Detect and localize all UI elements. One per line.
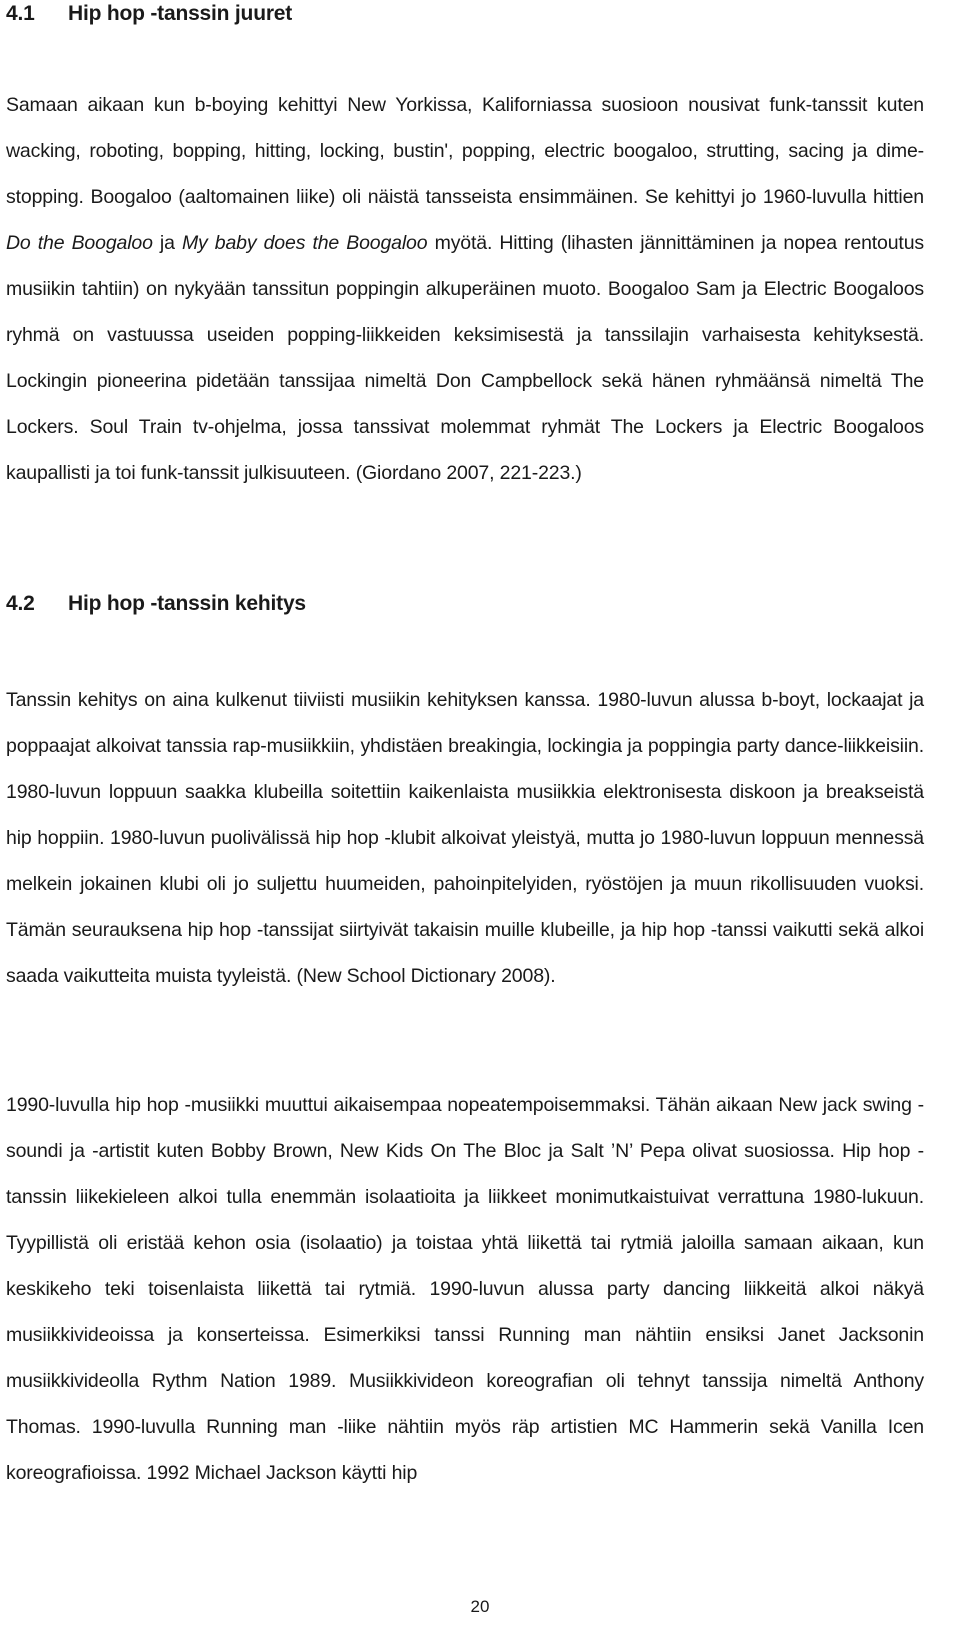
song-title-italic: My baby does the Boogaloo (181, 232, 428, 254)
section-number: 4.2 (6, 592, 35, 615)
paragraph-text: myötä. Hitting (lihasten jännittäminen ja nopea rentoutus musiikin tahtiin) on nykyään tanssitun poppingin alkuperäinen muoto. Boogaloo Sam ja Electric Boogaloos ryhmä on vastuussa useiden popping-liikkeiden keksimisestä ja tanssilajin varhaisesta kehityksestä. Lockingin pioneerina pidetään tanssijaa nimeltä Don Campbellock sekä hänen ryhmäänsä nimeltä The Lockers. Soul Train tv-ohjelma, jossa tanssivat molemmat ryhmät The Lockers ja Electric Boogaloos kaupallisti ja toi funk-tanssit julkisuuteen. (Giordano 2007, 221-223.) (6, 232, 924, 484)
section-title: Hip hop -tanssin juuret (68, 2, 293, 25)
section-heading-4-1 (6, 2, 292, 26)
section-title: Hip hop -tanssin kehitys (68, 592, 306, 615)
section-heading-4-2 (6, 592, 306, 616)
paragraph-text: ja (152, 232, 182, 254)
paragraph-1990s: 1990-luvulla hip hop -musiikki muuttui aikaisempaa nopeatempoisemmaksi. Tähän aikaan New jack swing -soundi ja -artistit kuten Bobby Brown, New Kids On The Bloc ja Salt ’N’ Pepa olivat suosiossa. Hip hop -tanssin liikekieleen alkoi tulla enemmän isolaatioita ja liikkeet monimutkaistuivat verrattuna 1980-lukuun. Tyypillistä oli eristää kehon osia (isolaatio) ja toistaa yhtä liikettä tai rytmiä jaloilla samaan aikaan, kun keskikeho teki toisenlaista liikettä tai rytmiä. 1990-luvun alussa party dancing liikkeitä alkoi näkyä musiikkivideoissa ja konserteissa. Esimerkiksi tanssi Running man nähtiin ensiksi Janet Jacksonin musiikkivideolla Rythm Nation 1989. Musiikkivideon koreografian oli tehnyt tanssija nimeltä Anthony Thomas. 1990-luvulla Running man -liike nähtiin myös räp artistien MC Hammerin sekä Vanilla Icen koreografioissa. 1992 Michael Jackson käytti hip (6, 1094, 924, 1484)
section-number: 4.1 (6, 2, 35, 25)
page-number: 20 (470, 1597, 490, 1616)
paragraph-development: Tanssin kehitys on aina kulkenut tiiviisti musiikin kehityksen kanssa. 1980-luvun alussa b-boyt, lockaajat ja poppaajat alkoivat tanssia rap-musiikkiin, yhdistäen breakingia, lockingia ja poppingia party dance-liikkeisiin. 1980-luvun loppuun saakka klubeilla soitettiin kaikenlaista musiikkia elektronisesta diskoon ja breakseistä hip hoppiin. 1980-luvun puolivälissä hip hop -klubit alkoivat yleistyä, mutta jo 1980-luvun loppuun mennessä melkein jokainen klubi oli jo suljettu huumeiden, pahoinpitelyiden, ryöstöjen ja muun rikollisuuden vuoksi. Tämän seurauksena hip hop -tanssijat siirtyivät takaisin muille klubeille, ja hip hop -tanssi vaikutti sekä alkoi saada vaikutteita muista tyyleistä. (New School Dictionary 2008). (6, 689, 924, 987)
paragraph-funk-dances (6, 82, 924, 496)
paragraph-text: Samaan aikaan kun b-boying kehittyi New Yorkissa, Kaliforniassa suosioon nousivat funk-tanssit kuten wacking, roboting, bopping, hitting, locking, bustin', popping, electric boogaloo, strutting, sacing ja dime-stopping. Boogaloo (aaltomainen liike) oli näistä tansseista ensimmäinen. Se kehittyi jo 1960-luvulla hittien (6, 94, 924, 208)
song-title-italic: Do the Boogaloo (6, 232, 153, 254)
